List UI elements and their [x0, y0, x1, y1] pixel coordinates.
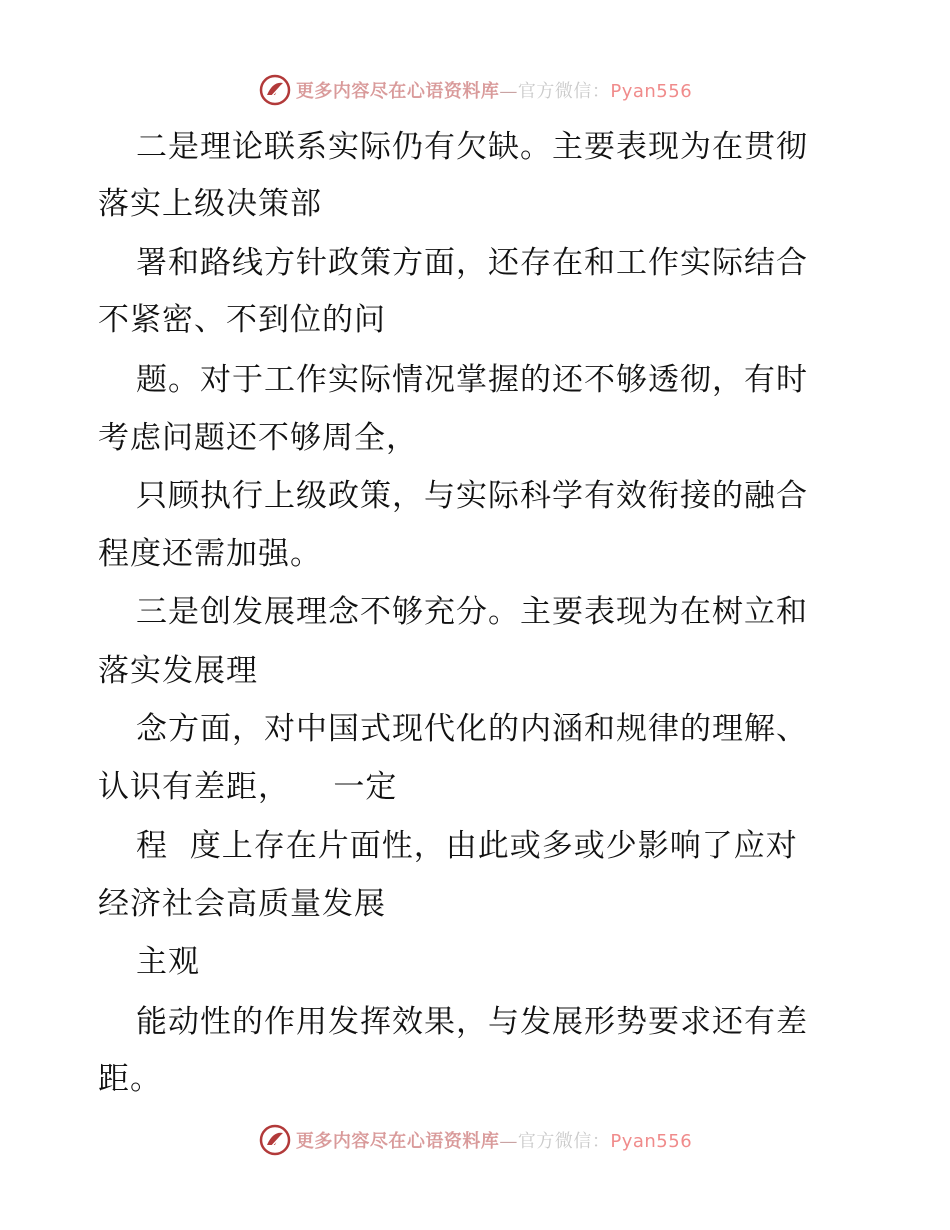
footer-wechat-label: 官方微信：	[517, 1131, 611, 1152]
footer-wechat-id: Pyan556	[610, 1131, 693, 1152]
header-brand-text: 更多内容尽在心语资料库	[295, 81, 500, 102]
paragraph-line: 经济社会高质量发展	[98, 886, 386, 922]
paragraph-line: 念方面，对中国式现代化的内涵和规律的理解、	[136, 711, 808, 747]
paragraph-line: 不紧密、不到位的问	[98, 302, 386, 338]
paragraph-line: 主观	[136, 944, 200, 980]
paragraph-line: 题。对于工作实际情况掌握的还不够透彻，有时	[136, 362, 808, 398]
footer-banner	[0, 1120, 950, 1160]
paragraph-line: 程度还需加强。	[98, 536, 322, 572]
paragraph-line: 考虑问题还不够周全，	[98, 420, 418, 456]
header-wechat-label: 官方微信：	[517, 81, 611, 102]
paragraph-line: 二是理论联系实际仍有欠缺。主要表现为在贯彻	[136, 129, 808, 165]
footer-brand-line	[296, 1127, 692, 1153]
paragraph-line: 认识有差距， 一定	[98, 769, 398, 805]
paragraph-line: 程 度上存在片面性，由此或多或少影响了应对	[136, 828, 798, 864]
paragraph-line: 只顾执行上级政策，与实际科学有效衔接的融合	[136, 478, 808, 514]
paragraph-line: 能动性的作用发挥效果，与发展形势要求还有差	[136, 1004, 808, 1040]
paragraph-line: 落实上级决策部	[98, 186, 322, 222]
header-wechat-id: Pyan556	[610, 81, 693, 102]
paragraph-line: 署和路线方针政策方面，还存在和工作实际结合	[136, 245, 808, 281]
footer-separator: —	[499, 1131, 518, 1152]
paragraph-line: 落实发展理	[98, 653, 258, 689]
header-separator: —	[499, 81, 518, 102]
footer-brand-text: 更多内容尽在心语资料库	[295, 1131, 500, 1152]
paragraph-line: 距。	[98, 1061, 162, 1097]
paragraph-line: 三是创发展理念不够充分。主要表现为在树立和	[136, 594, 808, 630]
brand-logo-icon	[258, 1123, 292, 1157]
